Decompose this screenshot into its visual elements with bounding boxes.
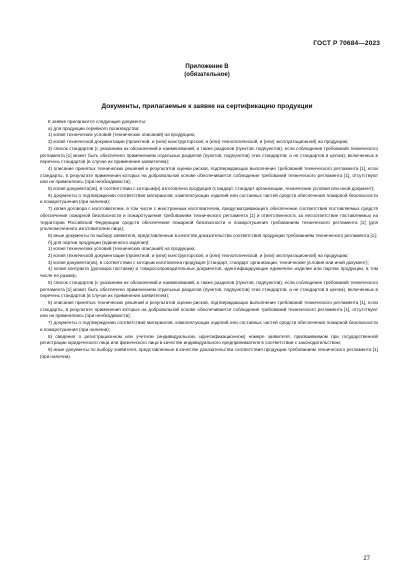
paragraph: 9) иные документы по выбору заявителя, представленные в качестве доказательства соответствия продукции требованиям технического регламента [1] (при наличии). xyxy=(40,346,378,359)
standard-designation: ГОСТ Р 70684—2023 xyxy=(313,40,380,47)
paragraph: 5) список стандартов (с указанием их обозначений и наименований, а также разделов (пунктов, подпунктов), если соблюдение требований технического регламента [1] может быть обеспечено применением отдельных разделов (пунктов, подпунктов) этих стандартов, а не стандартов в целом), включенных в перечень стандартов (в случае их применения заявителем); xyxy=(40,279,378,299)
appendix-label: Приложение В xyxy=(185,64,229,70)
paragraph: 4) копия контракта (договора поставки) и товаросопроводительных документов, идентифицирующие единичное изделие или партию продукции, в том числе ее размер; xyxy=(40,266,378,279)
paragraph: 5) копия документа(ов), в соответствии с которым(и) изготовлена продукция (стандарт, стандарт организации, технические условия или иной документ); xyxy=(48,186,375,192)
document-body xyxy=(40,119,378,360)
paragraph: а) для продукции серийного производства: xyxy=(48,125,140,131)
appendix-status: (обязательное) xyxy=(184,72,230,78)
page-number: 27 xyxy=(363,556,370,562)
paragraph: 4) описание принятых технических решений и результатов оценки рисков, подтверждающих выполнение требований технического регламента [1], если стандарты, в результате применения которых на добровольной основе обеспечивается соблюдение требований технического регламента [1], отсутствуют или не применялись (при необходимости); xyxy=(40,165,378,185)
paragraph: К заявке прилагаются следующие документы: xyxy=(48,119,147,124)
paragraph: 8) иные документы по выбору заявителя, представленные в качестве доказательства соответствия продукции требованиям технического регламента [1]; xyxy=(48,232,377,238)
section-title: Документы, прилагаемые к заявке на сертификацию продукции xyxy=(101,103,313,110)
paragraph: 3) список стандартов (с указанием их обозначений и наименований, а также разделов (пунктов, подпунктов), если соблюдение требований технического регламента [1] может быть обеспечено применением отдельных разделов (пунктов, подпунктов) этих стандартов, а не стандартов в целом), включенных в перечень стандартов (в случае их применения заявителем); xyxy=(40,145,378,165)
paragraph: 2) копия технической документации (проектной, и (или) конструкторской, и (или) технологической, и (или) эксплуатационной) на продукцию; xyxy=(48,253,349,259)
paragraph: б) для партии продукции (единичного изделия): xyxy=(48,239,150,245)
paragraph: 1) копия технических условий (технических описаний) на продукцию; xyxy=(48,132,196,138)
paragraph: 7) документы о подтверждении соответствия материалов, комплектующих изделий или составных частей средств обеспечения пожарной безопасности и пожаротушения (при наличии); xyxy=(40,320,378,332)
paragraph: 2) копия технической документации (проектной, и (или) конструкторской, и (или) технологической, и (или) эксплуатационной) на продукцию; xyxy=(48,139,349,145)
paragraph: 3) копия документа(ов), в соответствии с которым изготовлена продукция (стандарт, стандарт организации, технические условия или иной документ); xyxy=(48,259,369,265)
paragraph: 1) копия технических условий (технических описаний) на продукцию; xyxy=(48,246,196,252)
paragraph: 6) описание принятых технических решений и результатов оценки рисков, подтверждающих выполнение требований технического регламента [1], если стандарты, в результате применения которых на добровольной основе обеспечивается соблюдение требований технического регламента [1], отсутствуют или не применялись (при необходимости); xyxy=(40,299,378,319)
paragraph: 8) сведения о регистрационном или учетном (индивидуальном, идентификационном) номере заявителя, присваиваемом при государственной регистрации юридического лица или физического лица в качестве индивидуального предпринимателя в соответствии с законодательством; xyxy=(40,333,378,346)
paragraph: 6) документы о подтверждении соответствия материалов, комплектующих изделий или составных частей средств обеспечения пожарной безопасности и пожаротушения (при наличии); xyxy=(40,192,378,205)
paragraph: 7) копия договора с изготовителем, в том числе с иностранным изготовителем, предусматривающего обеспечение соответствия поставляемых средств обеспечения пожарной безопасности и пожаротушения требованиям технического регламента [1] и ответственность за несоответствие поставляемых на территории Российской Федерации средств обеспечения пожарной безопасности и пожаротушения требованиям технического регламента [1] (для уполномоченного изготовителем лица); xyxy=(40,206,378,232)
